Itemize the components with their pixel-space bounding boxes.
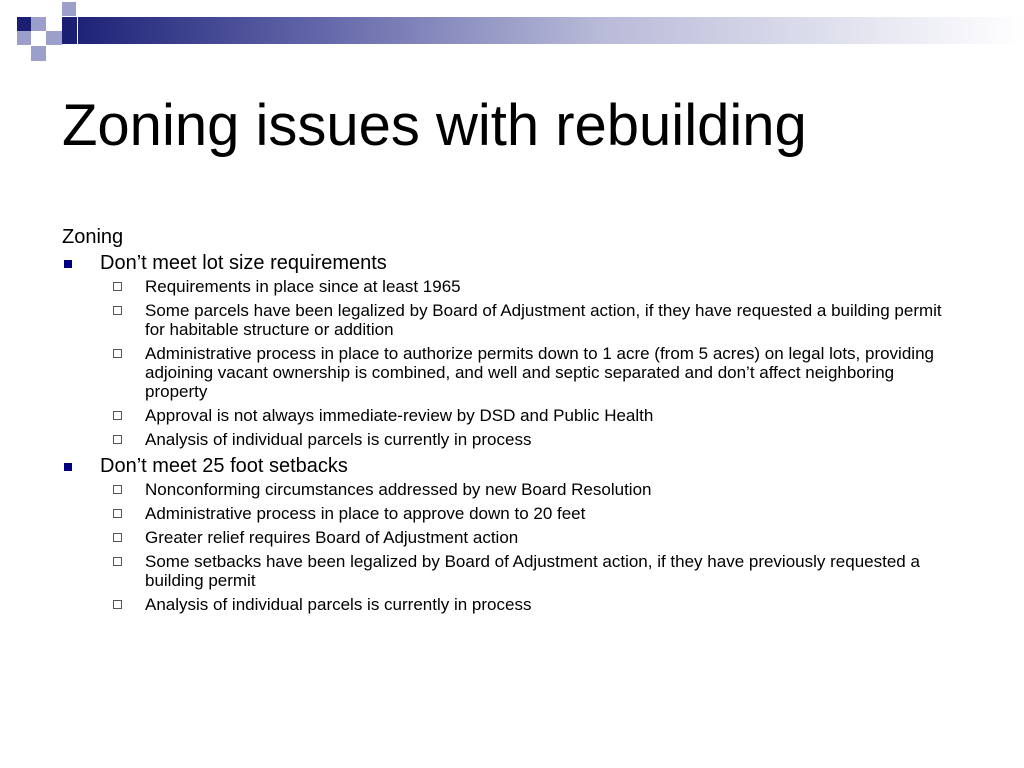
sub-bullet-item [100,344,950,401]
sub-bullet-text: Nonconforming circumstances addressed by new Board Resolution [145,480,652,499]
bullet-list [62,251,962,614]
sub-bullet-item [100,430,950,449]
sub-bullet-text: Analysis of individual parcels is currently in process [145,430,532,449]
bullet-text: Don’t meet 25 foot setbacks [100,455,348,477]
sub-bullet-item [100,301,950,339]
decor-square [17,31,31,45]
square-bullet-icon [64,260,72,268]
hollow-square-bullet-icon [113,509,122,518]
sub-bullet-text: Some setbacks have been legalized by Board of Adjustment action, if they have previously requested a building permit [145,552,920,590]
hollow-square-bullet-icon [113,306,122,315]
section-label: Zoning [62,226,124,248]
hollow-square-bullet-icon [113,411,122,420]
header-gradient-band [78,17,1024,44]
sub-bullet-item [100,277,950,296]
hollow-square-bullet-icon [113,435,122,444]
bullet-text: Don’t meet lot size requirements [100,252,387,274]
sub-bullet-item [100,528,950,547]
decor-square [17,17,31,31]
decor-square [31,17,46,31]
sub-bullet-item [100,552,950,590]
sub-bullet-text: Administrative process in place to approve down to 20 feet [145,504,586,523]
decor-square [62,2,76,16]
bullet-item [62,251,962,449]
square-bullet-icon [64,463,72,471]
decor-square [46,31,62,45]
sub-bullet-item [100,406,950,425]
sub-bullet-text: Requirements in place since at least 1965 [145,277,461,296]
hollow-square-bullet-icon [113,349,122,358]
hollow-square-bullet-icon [113,557,122,566]
sub-bullet-item [100,504,950,523]
sub-bullet-text: Administrative process in place to authorize permits down to 1 acre (from 5 acres) on legal lots, providing adjoining vacant ownership is combined, and well and septic separated and don’t affect neighboring property [145,344,934,401]
hollow-square-bullet-icon [113,533,122,542]
decor-square [62,17,77,44]
sub-bullet-text: Some parcels have been legalized by Board of Adjustment action, if they have requested a building permit for habitable structure or addition [145,301,942,339]
sub-bullet-text: Approval is not always immediate-review by DSD and Public Health [145,406,654,425]
slide-title: Zoning issues with rebuilding [62,93,807,158]
sub-bullet-list [100,480,962,614]
slide-body [62,225,962,619]
sub-bullet-item [100,595,950,614]
decor-square [31,46,46,61]
sub-bullet-list [100,277,962,449]
bullet-item [62,454,962,614]
hollow-square-bullet-icon [113,282,122,291]
sub-bullet-item [100,480,950,499]
hollow-square-bullet-icon [113,485,122,494]
hollow-square-bullet-icon [113,600,122,609]
sub-bullet-text: Analysis of individual parcels is currently in process [145,595,532,614]
sub-bullet-text: Greater relief requires Board of Adjustment action [145,528,519,547]
